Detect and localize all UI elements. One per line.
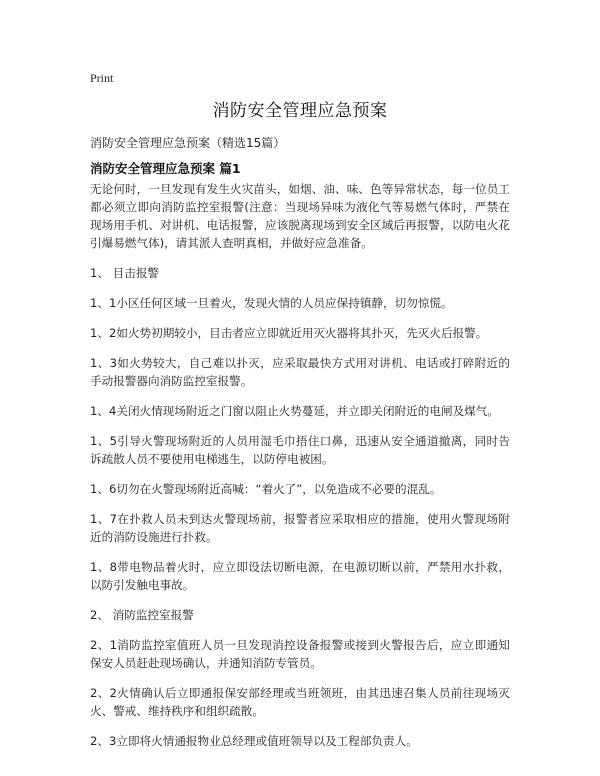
- paragraph: 2、1消防监控室值班人员一旦发现消控设备报警或接到火警报告后，应立即通知保安人员赶赴现场确认，并通知消防专管员。: [90, 638, 510, 670]
- paragraph: 无论何时，一旦发现有发生火灾苗头，如烟、油、味、色等异常状态，每一位员工都必须立即向消防监控室报警(注意：当现场异味为液化气等易燃气体时，严禁在现场用手机、对讲机、电话报警，应该脱离现场到安全区域后再报警，以防电火花引爆易燃气体)，请其派人查明真相，并做好应急准备。: [90, 182, 510, 250]
- paragraph: 1、5引导火警现场附近的人员用湿毛巾捂住口鼻，迅速从安全通道撤离，同时告诉疏散人员不要使用电梯逃生，以防停电被困。: [90, 434, 510, 466]
- print-link[interactable]: Print: [90, 71, 114, 85]
- paragraph: 1、3如火势较大，自己难以扑灭，应采取最快方式用对讲机、电话或打碎附近的手动报警器向消防监控室报警。: [90, 356, 510, 388]
- paragraph: 2、2火情确认后立即通报保安部经理或当班领班，由其迅速召集人员前往现场灭火、警戒、维持秩序和组织疏散。: [90, 686, 510, 718]
- paragraph: 1、7在扑救人员未到达火警现场前，报警者应采取相应的措施，使用火警现场附近的消防设施进行扑救。: [90, 512, 510, 544]
- paragraph: 1、6切勿在火警现场附近高喊：“着火了”，以免造成不必要的混乱。: [90, 482, 442, 496]
- paragraph: 1、8带电物品着火时，应立即设法切断电源，在电源切断以前，严禁用水扑救，以防引发触电事故。: [90, 560, 510, 592]
- paragraph: 1、4关闭火情现场附近之门窗以阻止火势蔓延，并立即关闭附近的电闸及煤气。: [90, 404, 499, 418]
- document-body: [90, 180, 510, 762]
- document-subtitle: 消防安全管理应急预案（精选15篇）: [90, 136, 286, 150]
- paragraph: 1、2如火势初期较小，目击者应立即就近用灭火器将其扑灭，先灭火后报警。: [90, 326, 488, 340]
- paragraph: 1、1小区任何区域一旦着火，发现火情的人员应保持镇静，切勿惊慌。: [90, 296, 453, 310]
- section-heading: 消防安全管理应急预案 篇1: [90, 161, 241, 176]
- paragraph: 2、3立即将火情通报物业总经理或值班领导以及工程部负责人。: [90, 734, 418, 748]
- document-title: 消防安全管理应急预案: [212, 101, 388, 121]
- paragraph: 2、 消防监控室报警: [90, 608, 194, 622]
- paragraph: 1、 目击报警: [90, 266, 160, 280]
